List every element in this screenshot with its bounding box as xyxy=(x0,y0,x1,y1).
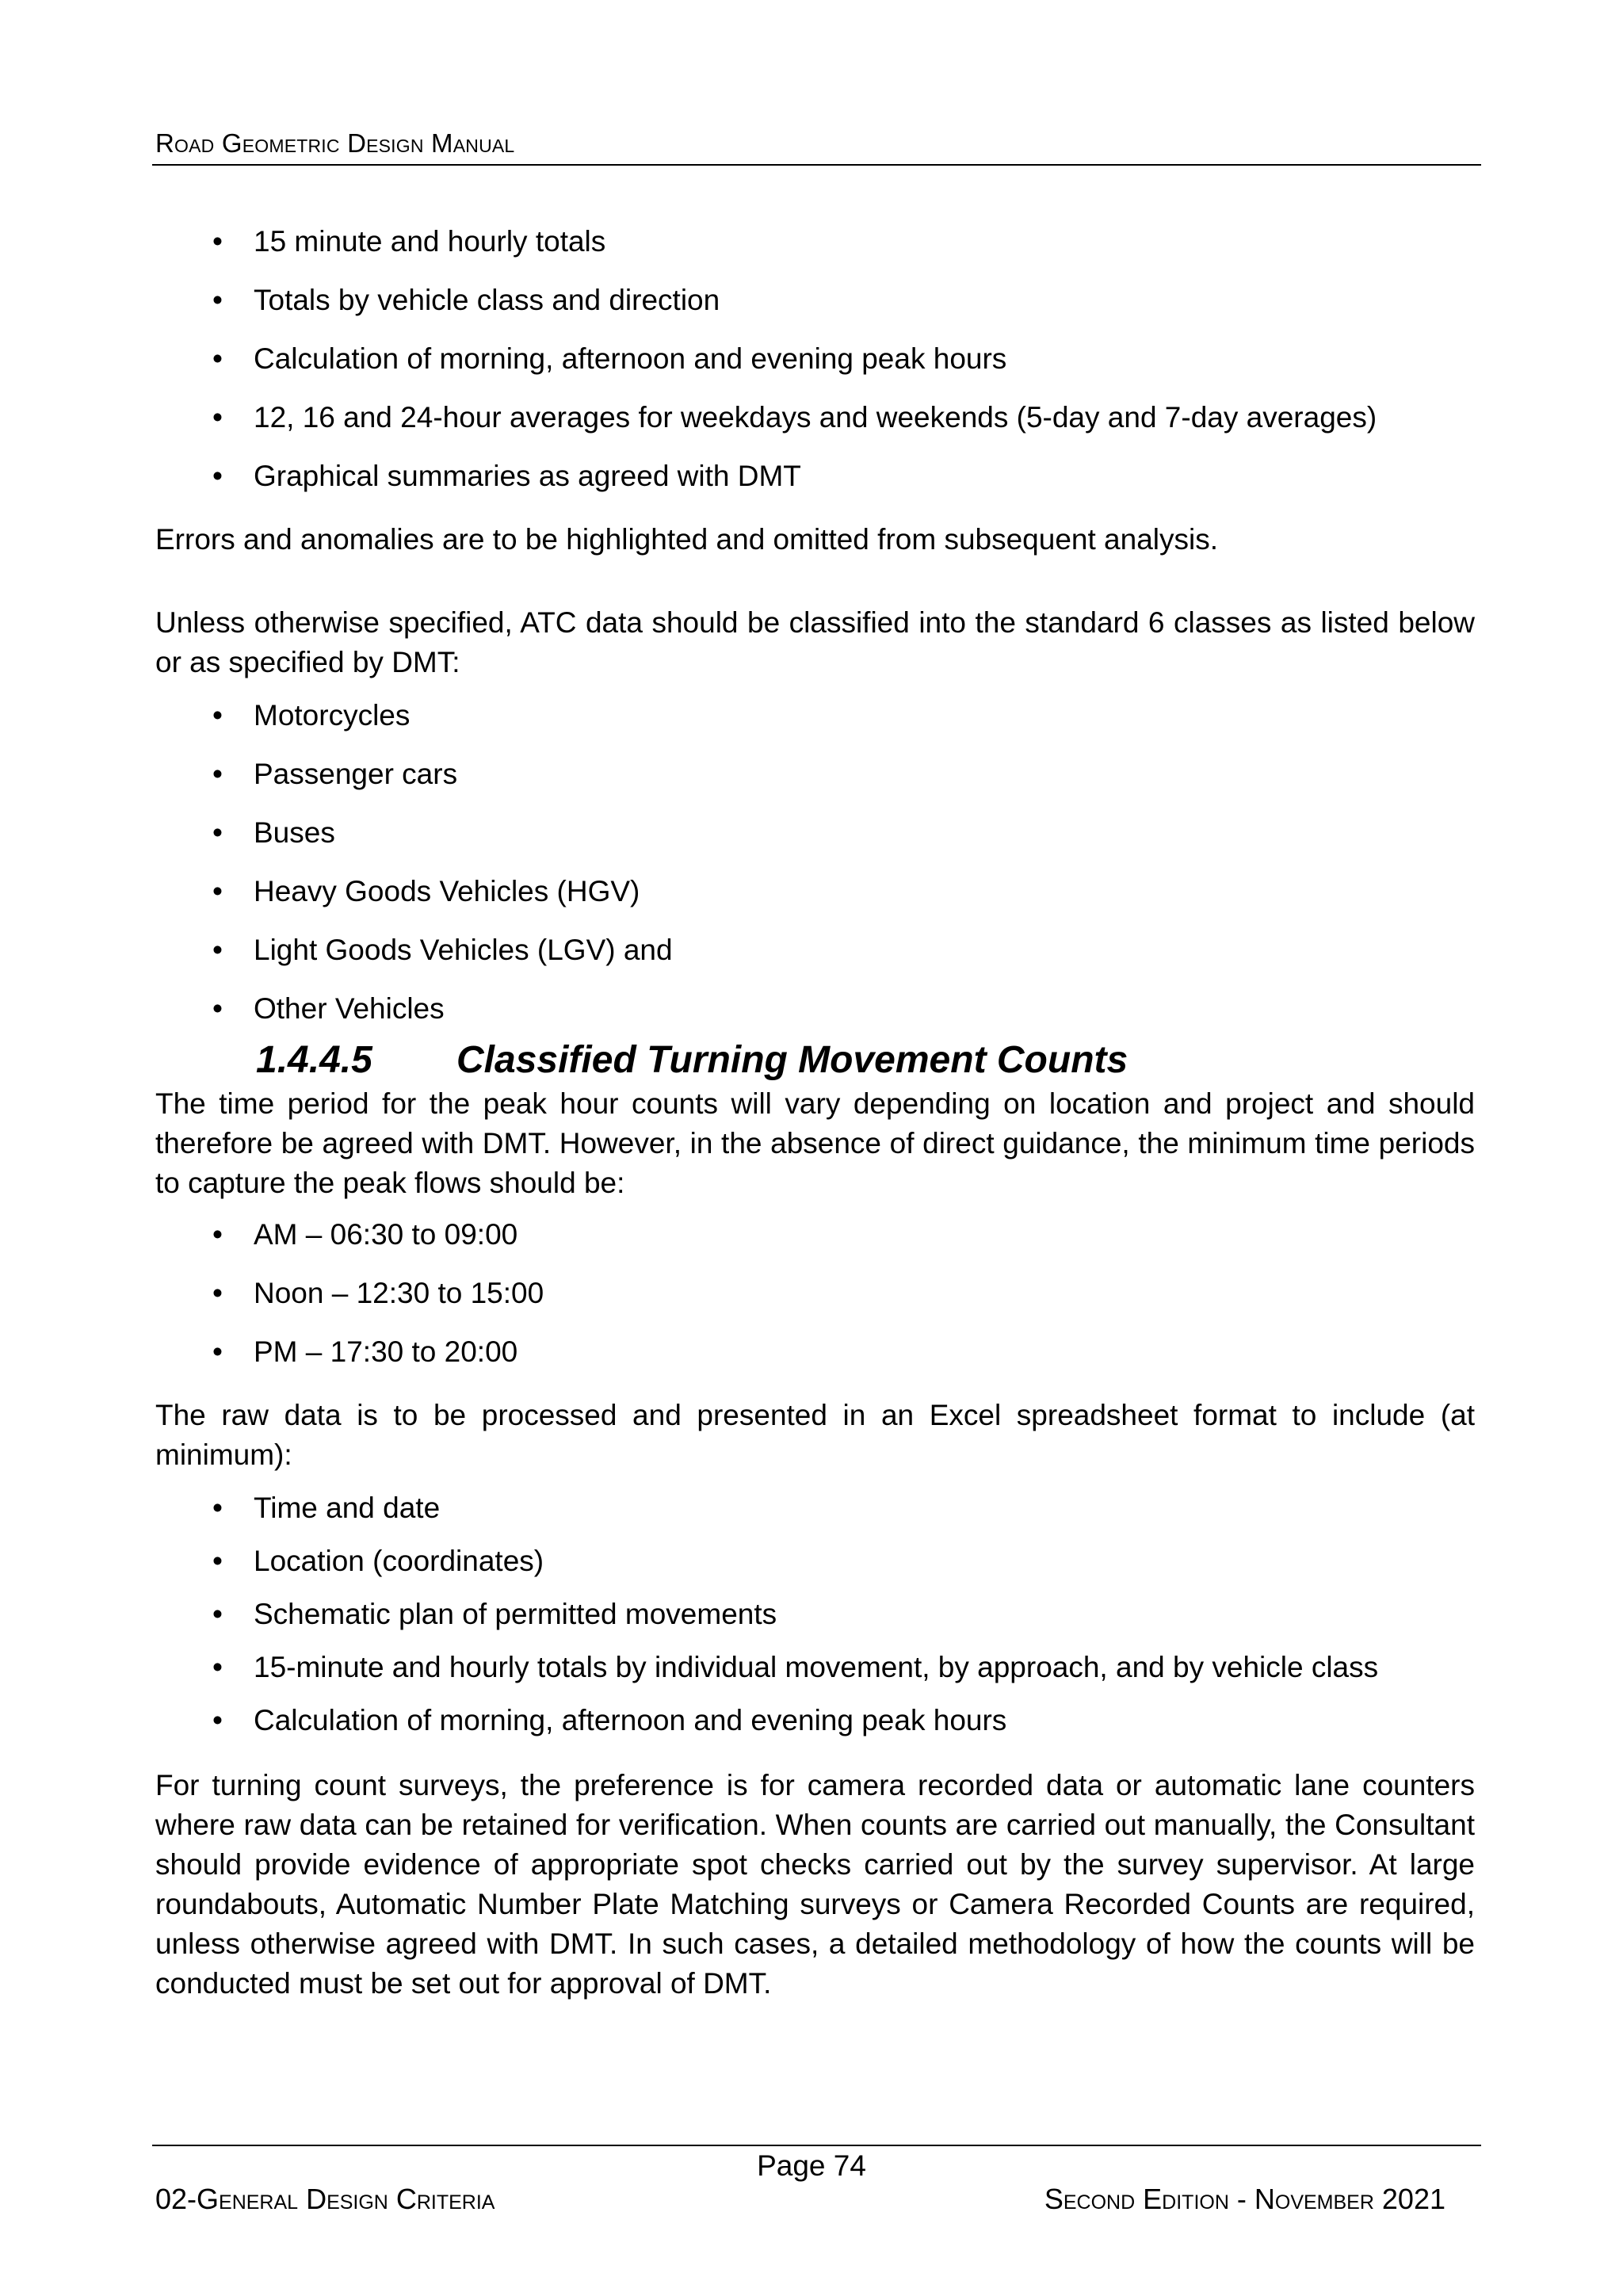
footer-edition: Second Edition - November 2021 xyxy=(1044,2183,1445,2215)
list-item: • AM – 06:30 to 09:00 xyxy=(155,1215,1475,1255)
bullet-icon: • xyxy=(212,1218,223,1251)
spreadsheet-contents-list xyxy=(155,1488,1475,1740)
processing-outputs-list xyxy=(155,222,1475,496)
footer-chapter: 02-General Design Criteria xyxy=(155,2183,495,2215)
bullet-icon: • xyxy=(212,1545,223,1577)
errors-paragraph: Errors and anomalies are to be highlighted and omitted from subsequent analysis. xyxy=(155,523,1218,556)
list-item: • Location (coordinates) xyxy=(155,1541,1475,1581)
running-header: Road Geometric Design Manual xyxy=(155,128,515,158)
turning-count-paragraph: For turning count surveys, the preference is for camera recorded data or automatic lane counters where raw data can be retained for verification. When counts are carried out manually, the Consultant should provide evidence of appropriate spot checks carried out by the survey supervisor. At large roundabouts, Automatic Number Plate Matching surveys or Camera Recorded Counts are required, unless otherwise agreed with DMT. In such cases, a detailed methodology of how the counts will be conducted must be set out for approval of DMT. xyxy=(155,1769,1475,2000)
list-item: • Calculation of morning, afternoon and evening peak hours xyxy=(155,339,1475,379)
list-item: • Noon – 12:30 to 15:00 xyxy=(155,1274,1475,1313)
time-period-paragraph: The time period for the peak hour counts will vary depending on location and project and should therefore be agreed with DMT. However, in the absence of direct guidance, the minimum time periods to capture the peak flows should be: xyxy=(155,1087,1475,1199)
section-number: 1.4.4.5 xyxy=(256,1039,372,1081)
classification-paragraph: Unless otherwise specified, ATC data should be classified into the standard 6 classes as listed below or as specified by DMT: xyxy=(155,606,1475,678)
list-item: • Passenger cars xyxy=(155,755,1475,794)
section-heading xyxy=(155,1037,1475,1084)
bullet-icon: • xyxy=(212,1277,223,1309)
bullet-icon: • xyxy=(212,1704,223,1736)
header-rule xyxy=(152,164,1481,166)
peak-periods-list xyxy=(155,1215,1475,1372)
list-item: • Time and date xyxy=(155,1488,1475,1528)
bullet-icon: • xyxy=(212,342,223,375)
list-item: • Buses xyxy=(155,813,1475,853)
bullet-icon: • xyxy=(212,225,223,258)
bullet-icon: • xyxy=(212,460,223,492)
section-title: Classified Turning Movement Counts xyxy=(456,1039,1128,1081)
page-number: Page 74 xyxy=(757,2149,866,2182)
footer-rule xyxy=(152,2145,1481,2146)
bullet-icon: • xyxy=(212,1492,223,1524)
bullet-icon: • xyxy=(212,758,223,790)
list-item: • PM – 17:30 to 20:00 xyxy=(155,1332,1475,1372)
bullet-icon: • xyxy=(212,992,223,1025)
vehicle-class-list xyxy=(155,696,1475,1029)
bullet-icon: • xyxy=(212,284,223,316)
bullet-icon: • xyxy=(212,875,223,907)
list-item: • Totals by vehicle class and direction xyxy=(155,281,1475,320)
list-item: • Motorcycles xyxy=(155,696,1475,735)
list-item: • Calculation of morning, afternoon and evening peak hours xyxy=(155,1701,1475,1740)
raw-data-paragraph: The raw data is to be processed and presented in an Excel spreadsheet format to include (at minimum): xyxy=(155,1399,1475,1471)
list-item: • 12, 16 and 24-hour averages for weekdays and weekends (5-day and 7-day averages) xyxy=(155,398,1475,437)
bullet-icon: • xyxy=(212,699,223,732)
list-item: • Schematic plan of permitted movements xyxy=(155,1595,1475,1634)
page-body xyxy=(155,222,1475,2004)
list-item: • Heavy Goods Vehicles (HGV) xyxy=(155,872,1475,911)
bullet-icon: • xyxy=(212,1598,223,1630)
list-item: • Light Goods Vehicles (LGV) and xyxy=(155,930,1475,970)
list-item: • 15-minute and hourly totals by individual movement, by approach, and by vehicle class xyxy=(155,1648,1475,1687)
bullet-icon: • xyxy=(212,934,223,966)
bullet-icon: • xyxy=(212,1335,223,1368)
list-item: • 15 minute and hourly totals xyxy=(155,222,1475,262)
list-item: • Other Vehicles xyxy=(155,989,1475,1029)
bullet-icon: • xyxy=(212,816,223,849)
list-item: • Graphical summaries as agreed with DMT xyxy=(155,457,1475,496)
bullet-icon: • xyxy=(212,1651,223,1683)
bullet-icon: • xyxy=(212,401,223,434)
